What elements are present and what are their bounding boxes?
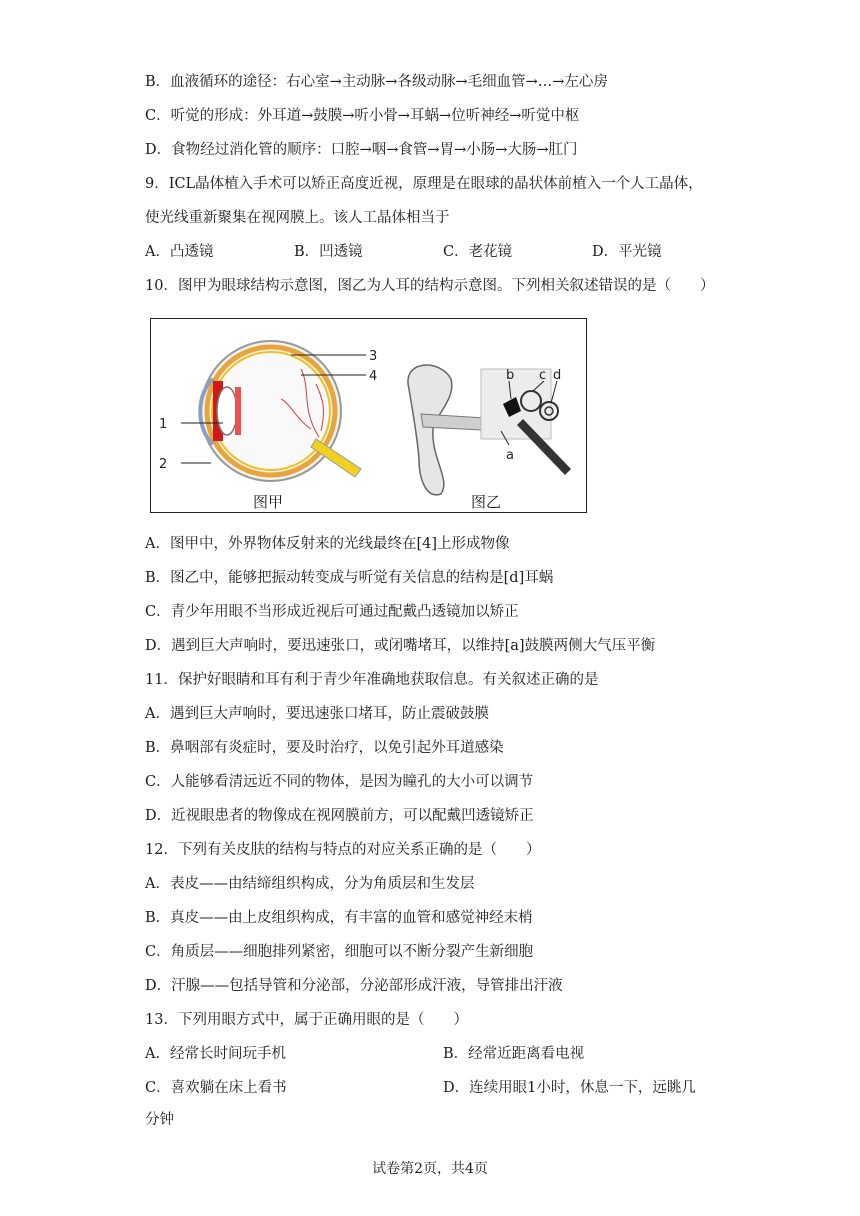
q11-option-a: A．遇到巨大声响时，要迅速张口堵耳，防止震破鼓膜 [145,706,489,722]
q8-option-d: D．食物经过消化管的顺序：口腔→咽→食管→胃→小肠→大肠→肛门 [145,142,578,158]
q9-option-b: B．凹透镜 [294,244,363,260]
q12-option-a: A．表皮——由结缔组织构成，分为角质层和生发层 [145,876,475,892]
q12-option-b: B．真皮——由上皮组织构成，有丰富的血管和感觉神经末梢 [145,910,533,926]
q10-option-c: C．青少年用眼不当形成近视后可通过配戴凸透镜加以矫正 [145,604,519,620]
q12-option-d: D．汗腺——包括导管和分泌部，分泌部形成汗液，导管排出汗液 [145,978,563,994]
eye-label-3: 3 [369,349,378,364]
q11-option-b: B．鼻咽部有炎症时，要及时治疗，以免引起外耳道感染 [145,740,504,756]
q13-option-d-line2: 分钟 [145,1112,174,1128]
ear-label-d: d [553,368,562,383]
q12-option-c: C．角质层——细胞排列紧密，细胞可以不断分裂产生新细胞 [145,944,534,960]
q9-option-a: A．凸透镜 [145,244,214,260]
q8-option-b: B．血液循环的途径：右心室→主动脉→各级动脉→毛细血管→…→左心房 [145,74,608,90]
q13-stem: 13．下列用眼方式中，属于正确用眼的是（ ） [145,1012,468,1028]
q9-stem-line2: 使光线重新聚集在视网膜上。该人工晶体相当于 [145,210,450,226]
q9-option-d: D．平光镜 [592,244,662,260]
q13-option-c: C．喜欢躺在床上看书 [145,1080,287,1096]
q10-option-a: A．图甲中，外界物体反射来的光线最终在[4]上形成物像 [145,536,510,552]
q11-stem: 11．保护好眼睛和耳有利于青少年准确地获取信息。有关叙述正确的是 [145,672,599,688]
eye-label-4: 4 [369,369,378,384]
q11-option-c: C．人能够看清远近不同的物体，是因为瞳孔的大小可以调节 [145,774,534,790]
caption-figure-a: 图甲 [253,493,284,511]
q9-stem-line1: 9．ICL晶体植入手术可以矫正高度近视，原理是在眼球的晶状体前植入一个人工晶体， [145,176,703,192]
caption-figure-b: 图乙 [471,493,502,511]
eye-diagram [159,341,377,481]
ear-label-b: b [506,368,515,383]
ear-label-c: c [539,368,547,383]
eye-label-2: 2 [159,457,168,472]
page-footer: 试卷第2页，共4页 [372,1161,488,1177]
eye-label-1: 1 [159,417,168,432]
eye-ear-figure [150,318,587,513]
q10-stem: 10．图甲为眼球结构示意图，图乙为人耳的结构示意图。下列相关叙述错误的是（ ） [145,278,715,294]
q8-option-c: C．听觉的形成：外耳道→鼓膜→听小骨→耳蜗→位听神经→听觉中枢 [145,108,580,124]
q13-option-b: B．经常近距离看电视 [443,1046,585,1062]
q13-option-a: A．经常长时间玩手机 [145,1046,286,1062]
figure-illustration [151,319,588,514]
q13-option-d-line1: D．连续用眼1小时，休息一下，远眺几 [443,1080,696,1096]
q11-option-d: D．近视眼患者的物像成在视网膜前方，可以配戴凹透镜矫正 [145,808,534,824]
q9-option-c: C．老花镜 [443,244,513,260]
ear-label-a: a [506,448,514,463]
ear-diagram [408,365,571,495]
q10-option-d: D．遇到巨大声响时，要迅速张口，或闭嘴堵耳，以维持[a]鼓膜两侧大气压平衡 [145,638,656,654]
q12-stem: 12．下列有关皮肤的结构与特点的对应关系正确的是（ ） [145,842,541,858]
q10-option-b: B．图乙中，能够把振动转变成与听觉有关信息的结构是[d]耳蜗 [145,570,554,586]
